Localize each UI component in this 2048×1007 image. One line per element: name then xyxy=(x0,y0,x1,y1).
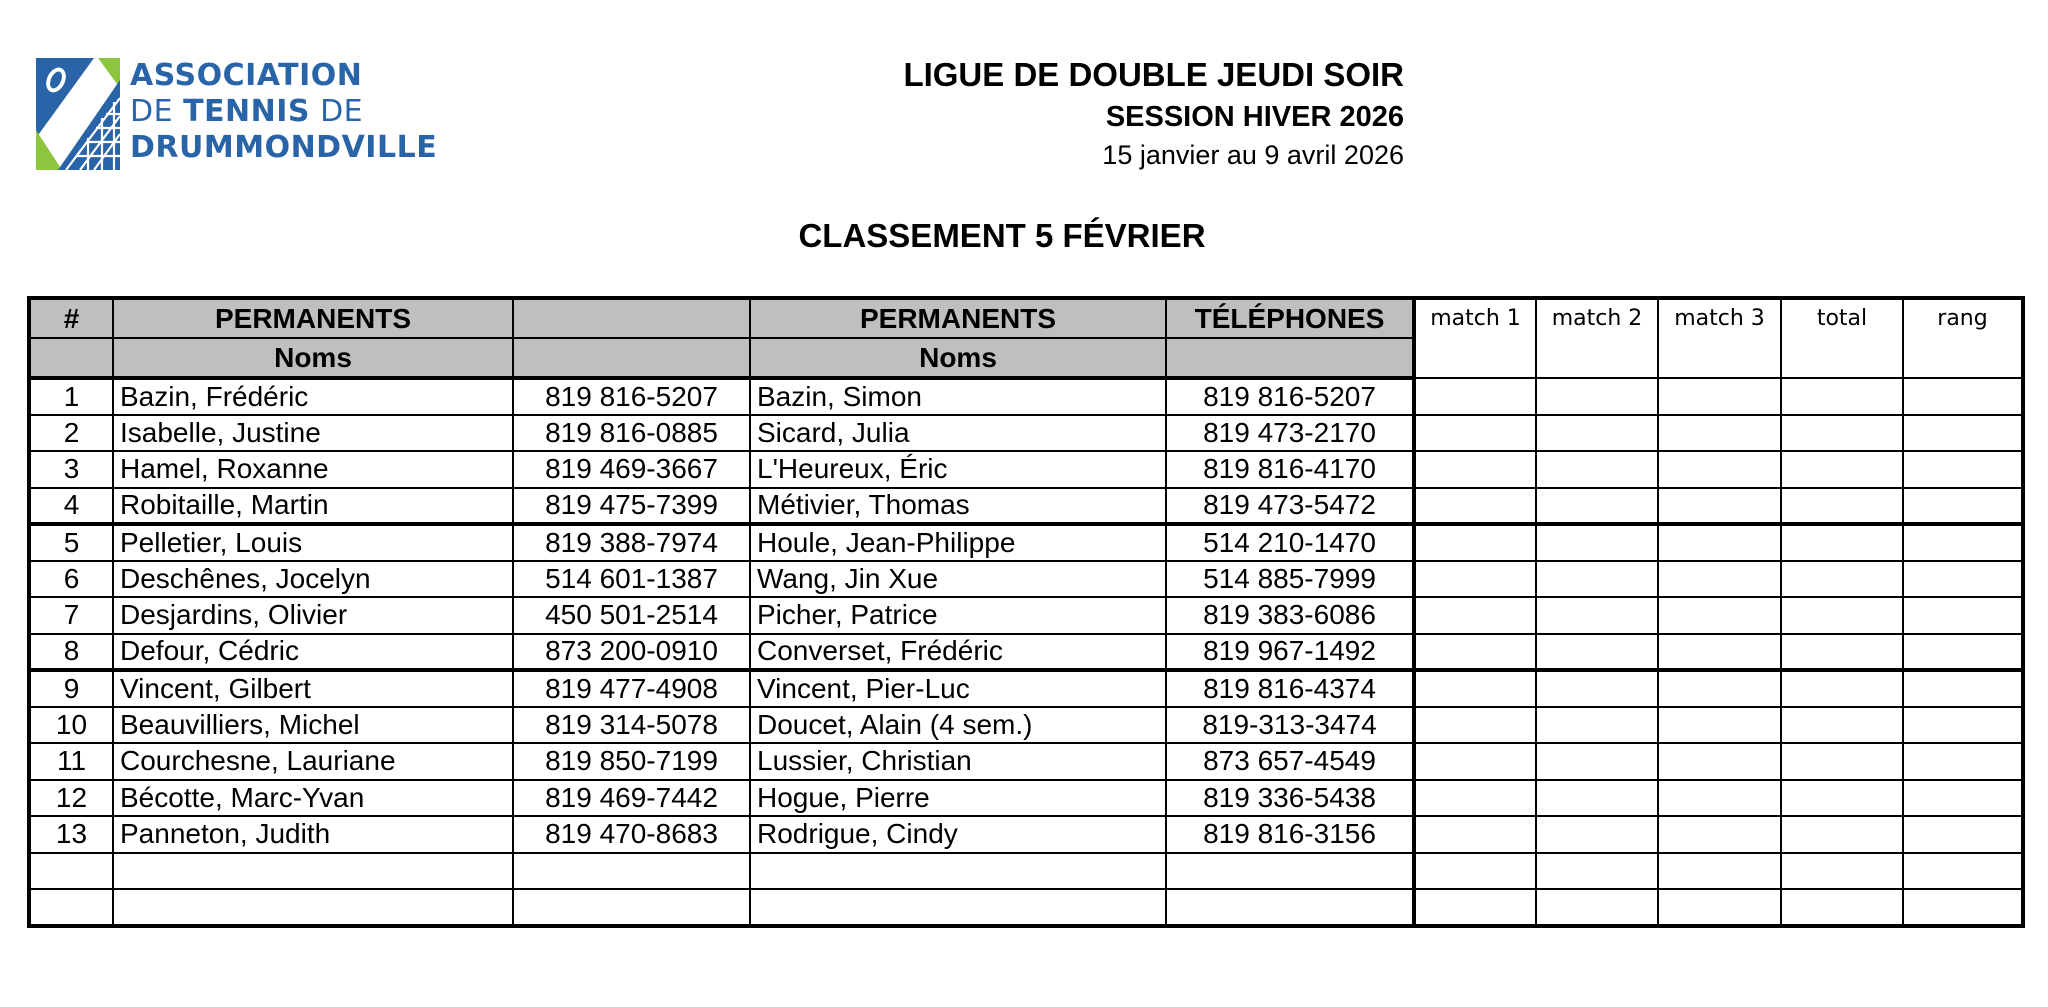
match-3-cell xyxy=(1658,378,1781,415)
row-number xyxy=(29,853,113,890)
player-1-name xyxy=(113,853,513,890)
rang-cell xyxy=(1903,415,2023,452)
header-noms-2: Noms xyxy=(750,338,1166,378)
player-2-phone: 514 210-1470 xyxy=(1166,524,1414,561)
match-1-cell xyxy=(1414,853,1536,890)
rang-cell xyxy=(1903,378,2023,415)
total-cell xyxy=(1781,780,1903,817)
player-1-name: Vincent, Gilbert xyxy=(113,670,513,707)
player-2-phone: 819 816-5207 xyxy=(1166,378,1414,415)
total-cell xyxy=(1781,743,1903,780)
total-cell xyxy=(1781,889,1903,926)
table-row xyxy=(29,889,2023,926)
table-row xyxy=(29,670,2023,707)
logo-line-3: DRUMMONDVILLE xyxy=(130,130,438,165)
player-1-name: Desjardins, Olivier xyxy=(113,597,513,634)
player-2-name: Wang, Jin Xue xyxy=(750,561,1166,598)
player-1-name: Pelletier, Louis xyxy=(113,524,513,561)
match-3-cell xyxy=(1658,780,1781,817)
rang-cell xyxy=(1903,634,2023,671)
table-row xyxy=(29,488,2023,525)
player-1-name xyxy=(113,889,513,926)
table-row xyxy=(29,524,2023,561)
player-2-name xyxy=(750,853,1166,890)
standings-table xyxy=(27,296,2025,928)
total-cell xyxy=(1781,488,1903,525)
match-1-cell xyxy=(1414,634,1536,671)
table-row xyxy=(29,853,2023,890)
player-2-phone: 819 967-1492 xyxy=(1166,634,1414,671)
session-title: SESSION HIVER 2026 xyxy=(1105,101,1404,133)
row-number: 2 xyxy=(29,415,113,452)
rang-cell xyxy=(1903,853,2023,890)
match-1-cell xyxy=(1414,561,1536,598)
match-1-cell xyxy=(1414,889,1536,926)
player-2-phone xyxy=(1166,853,1414,890)
player-2-name: Rodrigue, Cindy xyxy=(750,816,1166,853)
total-cell xyxy=(1781,378,1903,415)
match-2-cell xyxy=(1536,597,1658,634)
player-2-name xyxy=(750,889,1166,926)
table-row xyxy=(29,415,2023,452)
table-row xyxy=(29,816,2023,853)
session-dates: 15 janvier au 9 avril 2026 xyxy=(1102,140,1404,170)
match-3-cell xyxy=(1658,634,1781,671)
player-2-phone xyxy=(1166,889,1414,926)
header-hash: # xyxy=(29,298,113,338)
header-rang: rang xyxy=(1903,298,2023,378)
match-3-cell xyxy=(1658,561,1781,598)
header-blank-tel1-sub xyxy=(513,338,750,378)
match-3-cell xyxy=(1658,889,1781,926)
rang-cell xyxy=(1903,597,2023,634)
player-1-phone: 819 470-8683 xyxy=(513,816,750,853)
total-cell xyxy=(1781,634,1903,671)
row-number: 4 xyxy=(29,488,113,525)
player-2-name: Hogue, Pierre xyxy=(750,780,1166,817)
player-2-phone: 873 657-4549 xyxy=(1166,743,1414,780)
header-match-1: match 1 xyxy=(1414,298,1536,378)
match-1-cell xyxy=(1414,415,1536,452)
header-blank-tel2-sub xyxy=(1166,338,1414,378)
match-2-cell xyxy=(1536,707,1658,744)
player-2-name: Converset, Frédéric xyxy=(750,634,1166,671)
player-1-phone: 514 601-1387 xyxy=(513,561,750,598)
player-2-name: L'Heureux, Éric xyxy=(750,451,1166,488)
association-logo xyxy=(36,58,438,174)
rang-cell xyxy=(1903,561,2023,598)
player-1-phone xyxy=(513,889,750,926)
classement-title: CLASSEMENT 5 FÉVRIER xyxy=(798,217,1206,254)
player-2-phone: 819 816-4170 xyxy=(1166,451,1414,488)
logo-line-2: DE TENNIS DE xyxy=(130,94,364,129)
table-row xyxy=(29,743,2023,780)
row-number: 1 xyxy=(29,378,113,415)
table-row xyxy=(29,451,2023,488)
header-match-3: match 3 xyxy=(1658,298,1781,378)
player-1-phone: 819 816-5207 xyxy=(513,378,750,415)
player-1-phone: 819 477-4908 xyxy=(513,670,750,707)
match-3-cell xyxy=(1658,488,1781,525)
rang-cell xyxy=(1903,524,2023,561)
player-1-name: Bécotte, Marc-Yvan xyxy=(113,780,513,817)
table-row xyxy=(29,634,2023,671)
match-3-cell xyxy=(1658,707,1781,744)
match-2-cell xyxy=(1536,889,1658,926)
table-row xyxy=(29,707,2023,744)
match-3-cell xyxy=(1658,816,1781,853)
match-2-cell xyxy=(1536,415,1658,452)
row-number: 5 xyxy=(29,524,113,561)
player-1-phone: 819 469-7442 xyxy=(513,780,750,817)
logo-line-1: ASSOCIATION xyxy=(130,58,363,93)
player-1-phone: 450 501-2514 xyxy=(513,597,750,634)
player-2-phone: 819 473-2170 xyxy=(1166,415,1414,452)
rang-cell xyxy=(1903,451,2023,488)
player-1-name: Deschênes, Jocelyn xyxy=(113,561,513,598)
row-number: 6 xyxy=(29,561,113,598)
match-2-cell xyxy=(1536,634,1658,671)
header-match-2: match 2 xyxy=(1536,298,1658,378)
match-1-cell xyxy=(1414,378,1536,415)
player-1-phone: 819 388-7974 xyxy=(513,524,750,561)
header-permanents-1: PERMANENTS xyxy=(113,298,513,338)
rang-cell xyxy=(1903,743,2023,780)
rang-cell xyxy=(1903,670,2023,707)
player-1-name: Robitaille, Martin xyxy=(113,488,513,525)
player-2-name: Doucet, Alain (4 sem.) xyxy=(750,707,1166,744)
match-2-cell xyxy=(1536,451,1658,488)
player-2-name: Bazin, Simon xyxy=(750,378,1166,415)
player-1-phone: 873 200-0910 xyxy=(513,634,750,671)
match-1-cell xyxy=(1414,451,1536,488)
match-2-cell xyxy=(1536,488,1658,525)
match-3-cell xyxy=(1658,853,1781,890)
player-1-phone: 819 469-3667 xyxy=(513,451,750,488)
table-row xyxy=(29,597,2023,634)
header-telephones: TÉLÉPHONES xyxy=(1166,298,1414,338)
match-2-cell xyxy=(1536,780,1658,817)
player-1-name: Panneton, Judith xyxy=(113,816,513,853)
header-row-1 xyxy=(29,298,2023,338)
row-number: 12 xyxy=(29,780,113,817)
table-row xyxy=(29,378,2023,415)
row-number: 11 xyxy=(29,743,113,780)
row-number: 8 xyxy=(29,634,113,671)
player-1-phone: 819 850-7199 xyxy=(513,743,750,780)
match-1-cell xyxy=(1414,743,1536,780)
match-1-cell xyxy=(1414,816,1536,853)
league-title: LIGUE DE DOUBLE JEUDI SOIR xyxy=(903,56,1404,93)
total-cell xyxy=(1781,415,1903,452)
table-row xyxy=(29,780,2023,817)
match-1-cell xyxy=(1414,488,1536,525)
match-1-cell xyxy=(1414,524,1536,561)
player-1-phone xyxy=(513,853,750,890)
row-number: 13 xyxy=(29,816,113,853)
match-3-cell xyxy=(1658,743,1781,780)
player-1-name: Courchesne, Lauriane xyxy=(113,743,513,780)
logo-text xyxy=(130,58,437,166)
player-2-phone: 819 336-5438 xyxy=(1166,780,1414,817)
match-1-cell xyxy=(1414,780,1536,817)
match-2-cell xyxy=(1536,561,1658,598)
match-2-cell xyxy=(1536,853,1658,890)
row-number: 10 xyxy=(29,707,113,744)
total-cell xyxy=(1781,597,1903,634)
match-3-cell xyxy=(1658,451,1781,488)
player-1-name: Defour, Cédric xyxy=(113,634,513,671)
match-1-cell xyxy=(1414,707,1536,744)
row-number: 7 xyxy=(29,597,113,634)
rang-cell xyxy=(1903,780,2023,817)
total-cell xyxy=(1781,670,1903,707)
match-3-cell xyxy=(1658,670,1781,707)
match-3-cell xyxy=(1658,597,1781,634)
match-3-cell xyxy=(1658,415,1781,452)
player-2-name: Sicard, Julia xyxy=(750,415,1166,452)
player-2-phone: 819 816-4374 xyxy=(1166,670,1414,707)
player-2-name: Lussier, Christian xyxy=(750,743,1166,780)
tennis-racket-logo-icon xyxy=(36,58,120,170)
total-cell xyxy=(1781,707,1903,744)
table-row xyxy=(29,561,2023,598)
total-cell xyxy=(1781,524,1903,561)
player-1-phone: 819 475-7399 xyxy=(513,488,750,525)
player-2-name: Vincent, Pier-Luc xyxy=(750,670,1166,707)
rang-cell xyxy=(1903,889,2023,926)
match-2-cell xyxy=(1536,670,1658,707)
player-2-name: Picher, Patrice xyxy=(750,597,1166,634)
match-1-cell xyxy=(1414,597,1536,634)
player-1-phone: 819 816-0885 xyxy=(513,415,750,452)
match-2-cell xyxy=(1536,378,1658,415)
player-2-phone: 819 473-5472 xyxy=(1166,488,1414,525)
header-hash-sub xyxy=(29,338,113,378)
row-number: 9 xyxy=(29,670,113,707)
match-2-cell xyxy=(1536,743,1658,780)
rang-cell xyxy=(1903,707,2023,744)
player-2-phone: 819-313-3474 xyxy=(1166,707,1414,744)
row-number xyxy=(29,889,113,926)
player-1-name: Beauvilliers, Michel xyxy=(113,707,513,744)
match-2-cell xyxy=(1536,524,1658,561)
rang-cell xyxy=(1903,488,2023,525)
player-2-name: Houle, Jean-Philippe xyxy=(750,524,1166,561)
total-cell xyxy=(1781,451,1903,488)
player-2-phone: 819 816-3156 xyxy=(1166,816,1414,853)
player-2-phone: 514 885-7999 xyxy=(1166,561,1414,598)
total-cell xyxy=(1781,816,1903,853)
match-2-cell xyxy=(1536,816,1658,853)
total-cell xyxy=(1781,853,1903,890)
match-3-cell xyxy=(1658,524,1781,561)
header-blank-tel1 xyxy=(513,298,750,338)
rang-cell xyxy=(1903,816,2023,853)
row-number: 3 xyxy=(29,451,113,488)
header-total: total xyxy=(1781,298,1903,378)
header-permanents-2: PERMANENTS xyxy=(750,298,1166,338)
player-2-phone: 819 383-6086 xyxy=(1166,597,1414,634)
total-cell xyxy=(1781,561,1903,598)
player-1-name: Hamel, Roxanne xyxy=(113,451,513,488)
header-noms-1: Noms xyxy=(113,338,513,378)
player-1-name: Isabelle, Justine xyxy=(113,415,513,452)
player-2-name: Métivier, Thomas xyxy=(750,488,1166,525)
player-1-name: Bazin, Frédéric xyxy=(113,378,513,415)
player-1-phone: 819 314-5078 xyxy=(513,707,750,744)
match-1-cell xyxy=(1414,670,1536,707)
